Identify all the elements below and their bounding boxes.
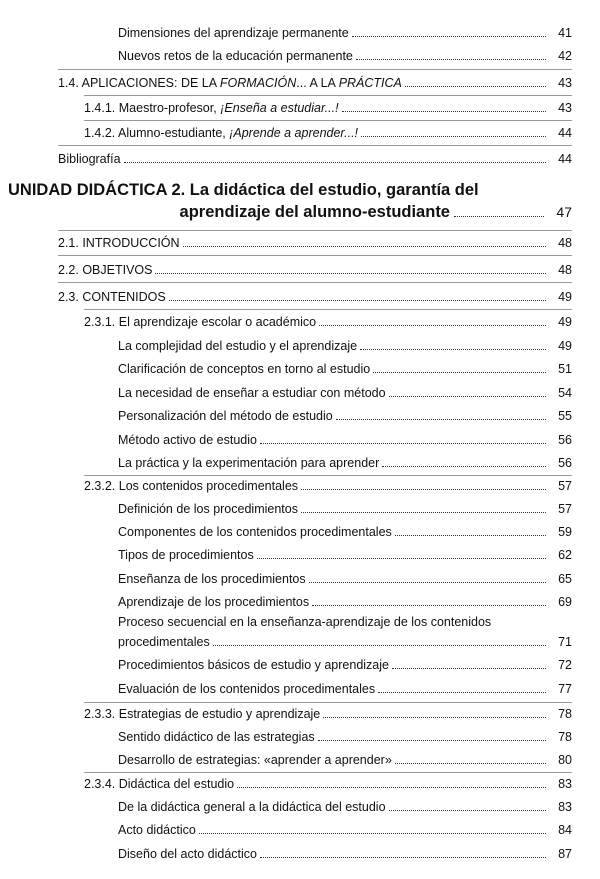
- toc-entry: [58, 75, 572, 91]
- toc-entry-page: 77: [558, 682, 572, 696]
- toc-entry: [118, 822, 572, 838]
- unit-title-line2-row: [8, 202, 572, 222]
- toc-entry-label: Dimensiones del aprendizaje permanente: [118, 26, 349, 40]
- toc-entry-page: 43: [558, 76, 572, 90]
- toc-entry-page: 41: [558, 26, 572, 40]
- toc-entry: [118, 681, 572, 697]
- toc-entry-page: 71: [558, 635, 572, 649]
- unit-title-line1: UNIDAD DIDÁCTICA 2. La didáctica del estudio, garantía del: [8, 181, 479, 199]
- toc-entry-page: 87: [558, 847, 572, 861]
- toc-entry-label: Componentes de los contenidos procedimentales: [118, 525, 392, 539]
- dot-leader: [169, 300, 546, 301]
- toc-entry-label: Definición de los procedimientos: [118, 502, 298, 516]
- toc-entry-page: 69: [558, 595, 572, 609]
- toc-entry-page: 42: [558, 49, 572, 63]
- toc-entry-page: 44: [558, 126, 572, 140]
- toc-entry-page: 56: [558, 433, 572, 447]
- dot-leader: [301, 512, 546, 513]
- dot-leader: [395, 535, 546, 536]
- toc-entry-page: 65: [558, 572, 572, 586]
- dot-leader: [336, 419, 546, 420]
- toc-entry-label: Aprendizaje de los procedimientos: [118, 595, 310, 609]
- dot-leader: [395, 763, 546, 764]
- dot-leader: [319, 325, 546, 326]
- unit-heading: [8, 180, 572, 226]
- dot-leader: [199, 833, 546, 834]
- toc-entry-label: Procedimientos básicos de estudio y aprendizaje: [118, 658, 389, 672]
- divider: [84, 120, 572, 121]
- toc-entry: [84, 125, 572, 141]
- toc-entry: [118, 455, 572, 471]
- toc-entry-page: 43: [558, 101, 572, 115]
- toc-entry-page: 78: [558, 730, 572, 744]
- dot-leader: [378, 692, 546, 693]
- toc-entry: [118, 752, 572, 768]
- toc-entry-page: 55: [558, 409, 572, 423]
- toc-entry-label: 2.2. OBJETIVOS: [58, 263, 153, 277]
- toc-entry-page: 48: [558, 263, 572, 277]
- toc-entry-page: 49: [558, 315, 572, 329]
- toc-entry-label: Bibliografía: [58, 152, 121, 166]
- divider: [58, 69, 572, 70]
- toc-entry-label: La práctica y la experimentación para aprender: [118, 456, 380, 470]
- toc-entry: [118, 25, 572, 41]
- dot-leader: [373, 372, 546, 373]
- toc-entry: [118, 657, 572, 673]
- divider: [58, 255, 572, 256]
- toc-entry: [118, 594, 572, 610]
- toc-entry-label: Desarrollo de estrategias: «aprender a aprender»: [118, 753, 392, 767]
- toc-entry-label: Enseñanza de los procedimientos: [118, 572, 306, 586]
- divider: [84, 702, 572, 703]
- dot-leader: [318, 740, 546, 741]
- toc-entry: [58, 262, 572, 278]
- toc-entry: [118, 634, 572, 650]
- toc-entry: [118, 408, 572, 424]
- toc-entry: [118, 571, 572, 587]
- dot-leader: [323, 717, 546, 718]
- toc-entry-page: 49: [558, 290, 572, 304]
- toc-entry-page: 72: [558, 658, 572, 672]
- toc-entry-label: Método activo de estudio: [118, 433, 257, 447]
- dot-leader: [260, 443, 546, 444]
- unit-page: 47: [556, 204, 572, 220]
- toc-entry-page: 62: [558, 548, 572, 562]
- toc-entry-page: 54: [558, 386, 572, 400]
- divider: [58, 145, 572, 146]
- divider: [84, 772, 572, 773]
- toc-entry-label: 1.4. APLICACIONES: DE LA FORMACIÓN... A LA PRÁCTICA: [58, 76, 402, 90]
- unit-title-line2: aprendizaje del alumno-estudiante: [179, 203, 450, 221]
- toc-entry-label: 2.3. CONTENIDOS: [58, 290, 166, 304]
- toc-entry-page: 48: [558, 236, 572, 250]
- dot-leader: [342, 111, 546, 112]
- toc-entry: [118, 338, 572, 354]
- divider: [58, 230, 572, 231]
- toc-entry-page: 80: [558, 753, 572, 767]
- dot-leader: [213, 645, 546, 646]
- dot-leader: [301, 489, 546, 490]
- dot-leader: [309, 582, 546, 583]
- dot-leader: [454, 216, 544, 217]
- toc-entry-label: 2.1. INTRODUCCIÓN: [58, 236, 180, 250]
- divider: [84, 95, 572, 96]
- toc-entry: [118, 48, 572, 64]
- toc-entry-page: 57: [558, 479, 572, 493]
- toc-entry: [118, 361, 572, 377]
- dot-leader: [389, 810, 546, 811]
- toc-entry: [118, 846, 572, 862]
- toc-entry-label: Evaluación de los contenidos procedimentales: [118, 682, 376, 696]
- toc-entry-label: procedimentales: [118, 635, 210, 649]
- dot-leader: [352, 36, 546, 37]
- toc-entry: [118, 729, 572, 745]
- toc-entry-page: 49: [558, 339, 572, 353]
- dot-leader: [356, 59, 546, 60]
- toc-entry-label: Diseño del acto didáctico: [118, 847, 257, 861]
- toc-entry: [84, 478, 572, 494]
- toc-entry-label: Clarificación de conceptos en torno al estudio: [118, 362, 371, 376]
- toc-entry-label: 2.3.4. Didáctica del estudio: [84, 777, 235, 791]
- dot-leader: [361, 136, 546, 137]
- dot-leader: [389, 396, 546, 397]
- toc-entry: [58, 151, 572, 167]
- toc-entry: [118, 501, 572, 517]
- toc-entry-label: Nuevos retos de la educación permanente: [118, 49, 353, 63]
- toc-entry-label: De la didáctica general a la didáctica del estudio: [118, 800, 386, 814]
- dot-leader: [155, 273, 546, 274]
- toc-entry-label: Acto didáctico: [118, 823, 196, 837]
- toc-entry: [84, 706, 572, 722]
- toc-entry-label: La necesidad de enseñar a estudiar con método: [118, 386, 386, 400]
- toc-entry: [84, 100, 572, 116]
- divider: [84, 309, 572, 310]
- toc-entry: [118, 524, 572, 540]
- toc-entry: [58, 235, 572, 251]
- toc-entry-label: 2.3.1. El aprendizaje escolar o académico: [84, 315, 317, 329]
- toc-entry: [84, 314, 572, 330]
- toc-entry-page: 59: [558, 525, 572, 539]
- toc-entry: [118, 799, 572, 815]
- toc-entry-page: 57: [558, 502, 572, 516]
- toc-entry: [84, 776, 572, 792]
- dot-leader: [392, 668, 546, 669]
- toc-entry-label: 2.3.2. Los contenidos procedimentales: [84, 479, 299, 493]
- dot-leader: [360, 349, 546, 350]
- toc-entry: [118, 385, 572, 401]
- toc-entry-label: 2.3.3. Estrategias de estudio y aprendizaje: [84, 707, 321, 721]
- dot-leader: [183, 246, 546, 247]
- toc-entry-page: 84: [558, 823, 572, 837]
- dot-leader: [237, 787, 546, 788]
- toc-entry-page: 51: [558, 362, 572, 376]
- toc-entry: [118, 547, 572, 563]
- toc-entry-label: Personalización del método de estudio: [118, 409, 333, 423]
- toc-entry-label-line1: Proceso secuencial en la enseñanza-aprendizaje de los contenidos: [118, 615, 492, 629]
- toc-entry: [58, 289, 572, 305]
- toc-entry-label: 1.4.2. Alumno-estudiante, ¡Aprende a aprender...!: [84, 126, 359, 140]
- toc-entry-page: 56: [558, 456, 572, 470]
- toc-entry-label: Sentido didáctico de las estrategias: [118, 730, 315, 744]
- toc-entry-label: La complejidad del estudio y el aprendizaje: [118, 339, 358, 353]
- toc-entry-page: 83: [558, 800, 572, 814]
- dot-leader: [312, 605, 546, 606]
- dot-leader: [405, 86, 546, 87]
- toc-entry: [118, 432, 572, 448]
- dot-leader: [124, 162, 546, 163]
- toc-entry-label: Tipos de procedimientos: [118, 548, 254, 562]
- dot-leader: [260, 857, 546, 858]
- toc-entry-label: 1.4.1. Maestro-profesor, ¡Enseña a estudiar...!: [84, 101, 339, 115]
- divider: [58, 282, 572, 283]
- divider: [84, 475, 572, 476]
- dot-leader: [382, 466, 546, 467]
- toc-entry-page: 78: [558, 707, 572, 721]
- toc-entry-page: 44: [558, 152, 572, 166]
- toc-entry-page: 83: [558, 777, 572, 791]
- dot-leader: [257, 558, 546, 559]
